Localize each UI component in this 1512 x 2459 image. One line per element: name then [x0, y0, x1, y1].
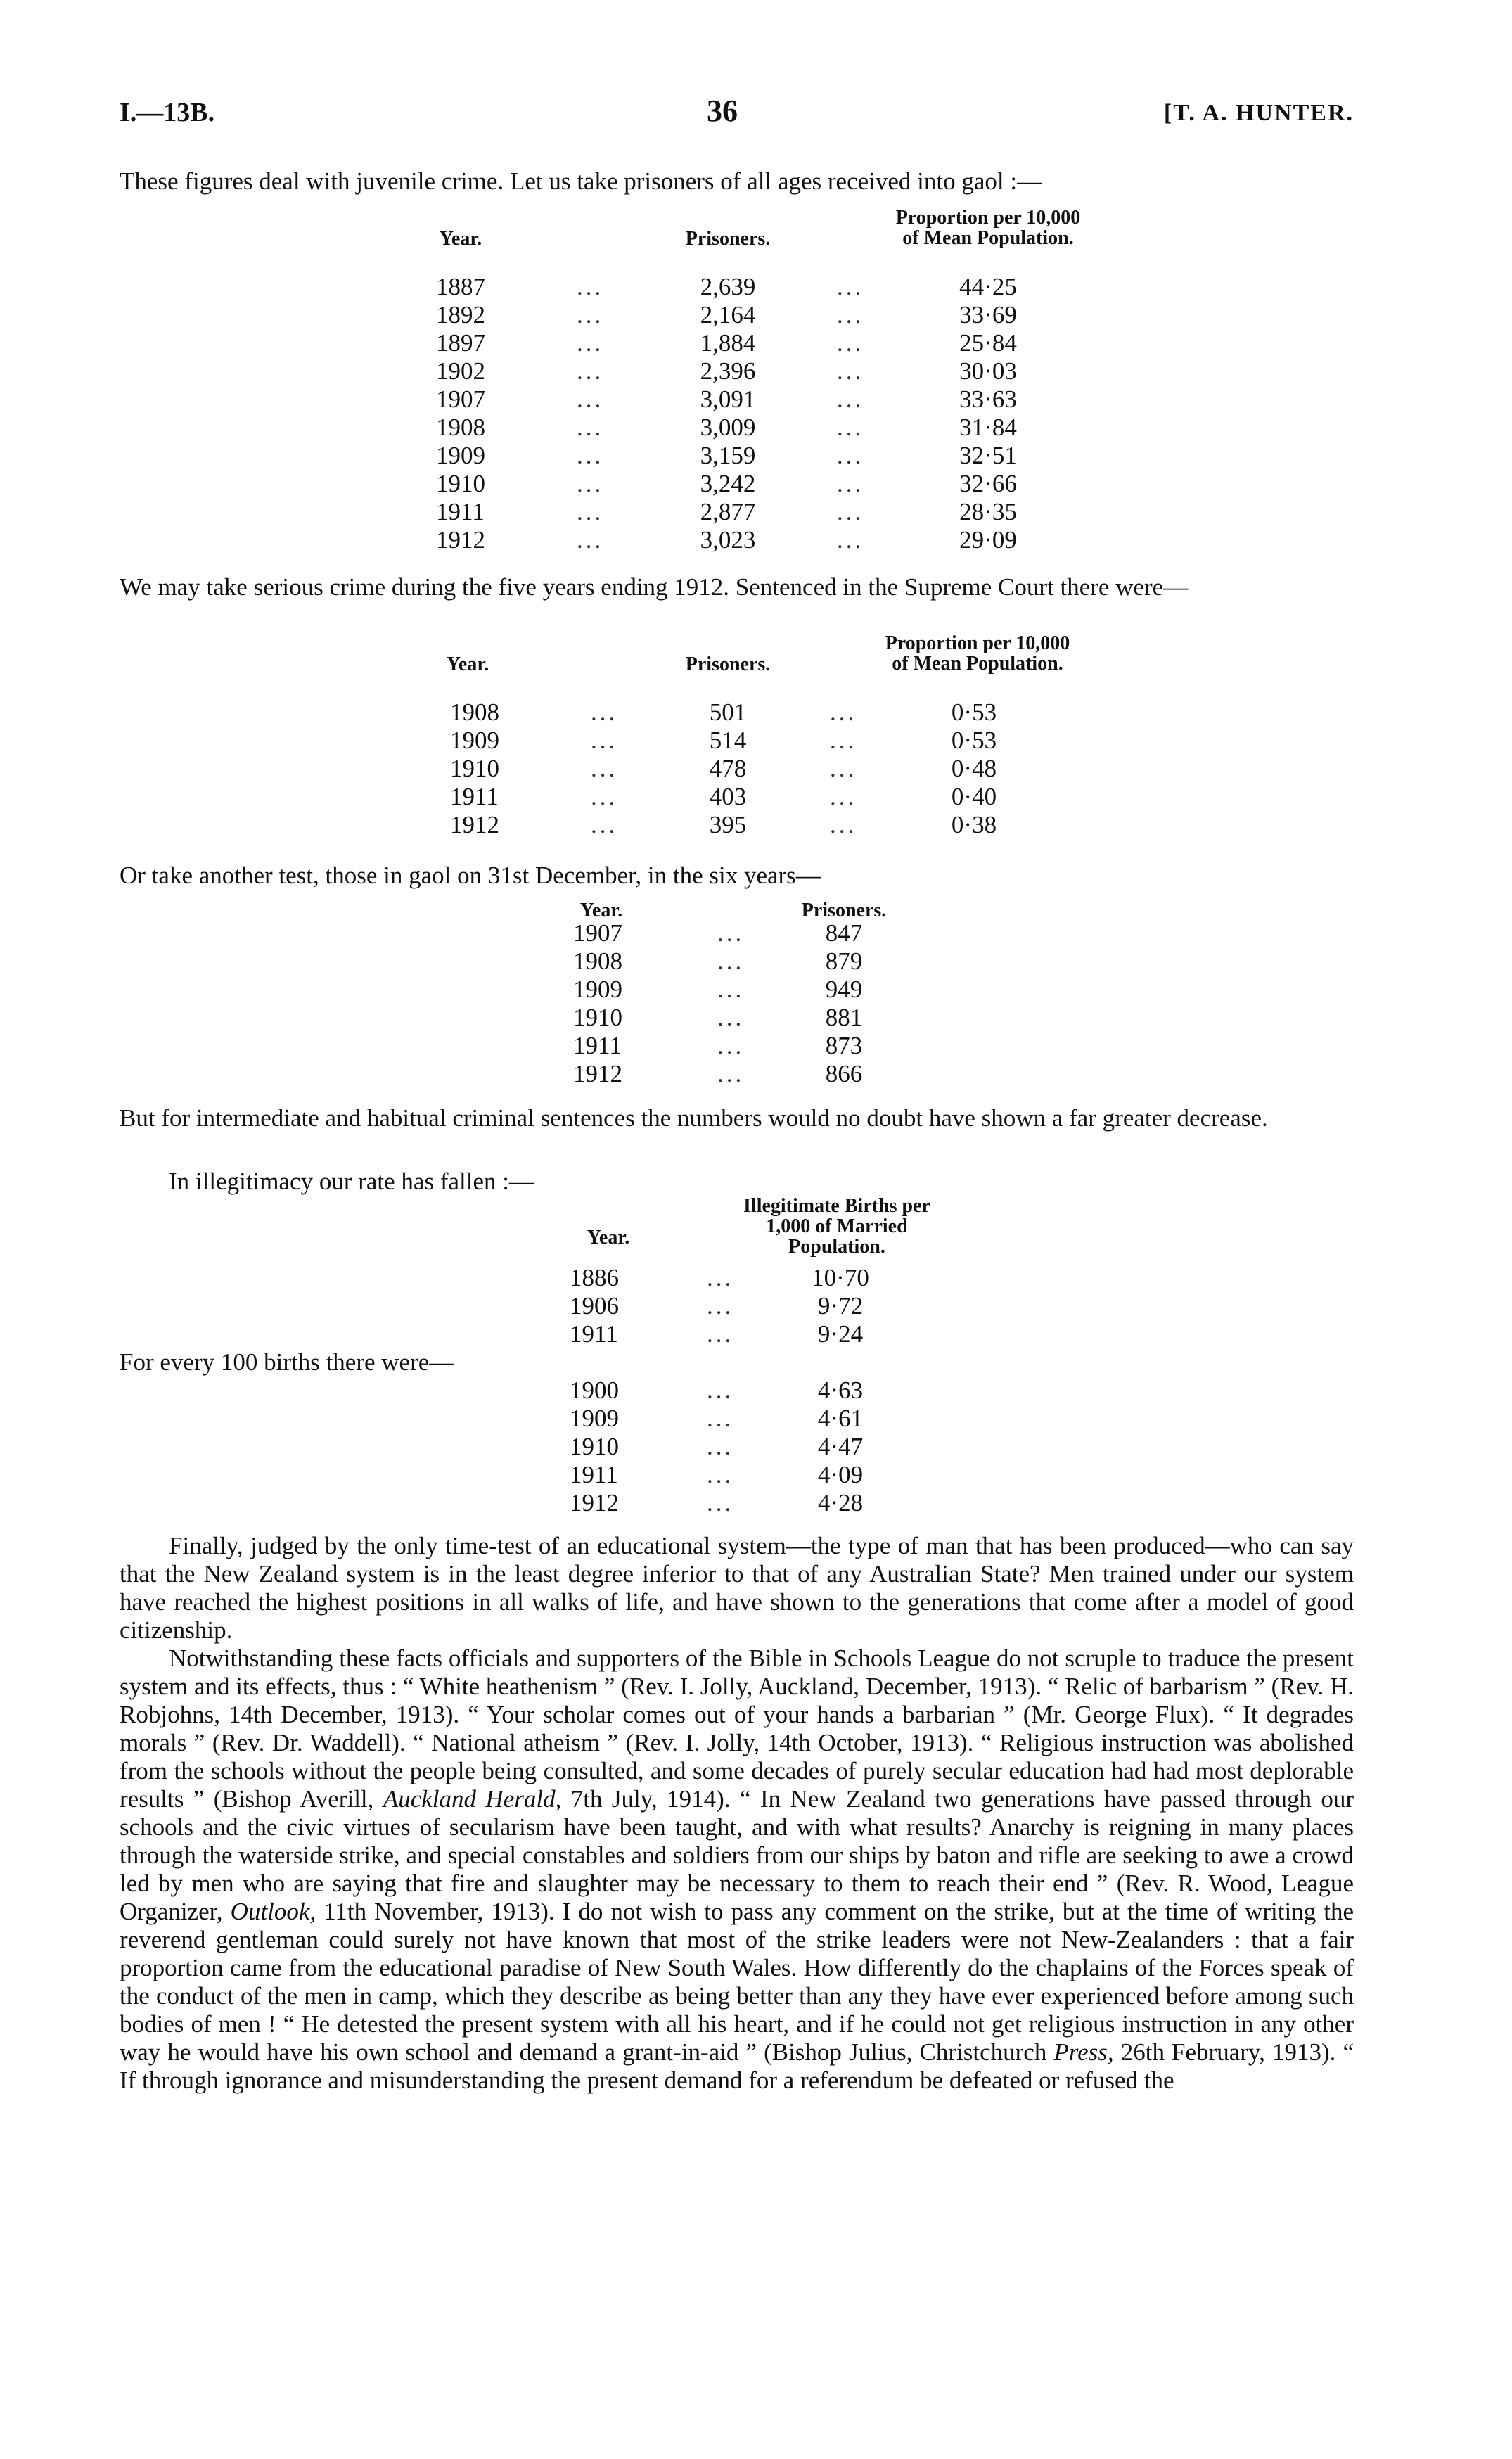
intro-juvenile: These figures deal with juvenile crime. Let us take prisoners of all ages received into gaol :—: [120, 167, 1042, 195]
table4-col-rate: Illegitimate Births per 1,000 of Married Population.: [743, 1195, 930, 1258]
leader-dots: ...: [717, 919, 745, 947]
leader-dots: ...: [591, 727, 618, 754]
paper-reference: I.—13B.: [120, 98, 215, 127]
table3-col-year: Year.: [579, 900, 623, 921]
leader-dots: ...: [577, 385, 604, 413]
intro-births: For every 100 births there were—: [120, 1348, 454, 1376]
table3-col-prisoners: Prisoners.: [801, 900, 887, 921]
proportion-cell: 0·38: [951, 811, 997, 838]
year-cell: 1908: [573, 947, 622, 975]
year-cell: 1911: [573, 1032, 622, 1059]
year-cell: 1909: [450, 727, 499, 754]
year-cell: 1886: [570, 1264, 619, 1291]
rate-cell: 9·72: [817, 1292, 864, 1320]
outlook: Outlook,: [230, 1898, 316, 1925]
year-cell: 1910: [436, 470, 485, 497]
leader-dots: ...: [837, 273, 864, 300]
proportion-cell: 0·53: [951, 727, 997, 754]
year-cell: 1909: [436, 442, 485, 469]
rate-cell: 4·28: [817, 1489, 864, 1516]
leader-dots: ...: [837, 470, 864, 497]
leader-dots: ...: [577, 329, 604, 357]
leader-dots: ...: [591, 811, 618, 838]
prisoners-cell: 3,091: [700, 385, 756, 413]
leader-dots: ...: [717, 1060, 745, 1087]
leader-dots: ...: [577, 414, 604, 441]
press: Press,: [1053, 2038, 1114, 2066]
leader-dots: ...: [707, 1405, 734, 1432]
prisoners-cell: 3,023: [700, 526, 756, 554]
year-cell: 1911: [570, 1320, 618, 1348]
page-header: [120, 94, 1354, 139]
leader-dots: ...: [830, 698, 857, 726]
intro-serious-crime: We may take serious crime during the five years ending 1912. Sentenced in the Supreme Court there were—: [120, 573, 1189, 601]
year-cell: 1906: [570, 1292, 619, 1320]
proportion-cell: 0·53: [951, 698, 997, 726]
rate-cell: 4·09: [817, 1461, 864, 1488]
leader-dots: ...: [577, 526, 604, 554]
leader-dots: ...: [837, 526, 864, 554]
leader-dots: ...: [707, 1292, 734, 1320]
leader-dots: ...: [577, 498, 604, 525]
prisoners-cell: 881: [825, 1004, 863, 1031]
prisoners-cell: 3,159: [700, 442, 756, 469]
proportion-cell: 32·51: [959, 442, 1017, 469]
prisoners-cell: 3,242: [700, 470, 756, 497]
leader-dots: ...: [830, 727, 857, 754]
proportion-cell: 31·84: [959, 414, 1017, 441]
year-cell: 1911: [450, 783, 499, 810]
page-number: 36: [707, 94, 738, 128]
table1-col-prisoners: Prisoners.: [685, 228, 771, 250]
leader-dots: ...: [830, 783, 857, 810]
leader-dots: ...: [837, 301, 864, 328]
intro-gaol-december: Or take another test, those in gaol on 31st December, in the six years—: [120, 862, 821, 889]
year-cell: 1909: [570, 1405, 619, 1432]
prisoners-cell: 514: [709, 727, 747, 754]
prisoners-cell: 873: [825, 1032, 863, 1059]
year-cell: 1912: [573, 1060, 622, 1087]
leader-dots: ...: [707, 1489, 734, 1516]
prisoners-cell: 2,396: [700, 357, 756, 385]
year-cell: 1911: [570, 1461, 618, 1488]
leader-dots: ...: [717, 976, 745, 1003]
table2-col-prisoners: Prisoners.: [685, 653, 771, 675]
para-text-1: Notwithstanding these facts officials and supporters of the Bible in Schools League do not scruple to traduce the present system and its effects, thus : “ White heathenism ” (Rev. I. Jolly, Auckland, December, 1913). “ Relic of barbarism ” (Rev. H. Robjohns, 14th December, 1913). “ Your scholar comes out of your hands a barbarian ” (Mr. George Flux). “ It degrades morals ” (Rev. Dr. Waddell). “ National atheism ” (Rev. I. Jolly, 14th October, 1913). “ Religious instruction was abolished from the schools without the people being consulted, and some decades of purely secular education had had most deplorable results ” (Bishop Averill,: [120, 1644, 1354, 1813]
leader-dots: ...: [837, 329, 864, 357]
para-text-4: 26th February, 1913). “ If through ignorance and misunderstanding the present demand for a referendum be defeated or refused the: [120, 2038, 1354, 2094]
year-cell: 1908: [450, 698, 499, 726]
year-cell: 1912: [436, 526, 485, 554]
rate-cell: 4·47: [817, 1433, 864, 1460]
leader-dots: ...: [591, 755, 618, 782]
leader-dots: ...: [830, 811, 857, 838]
proportion-cell: 44·25: [959, 273, 1017, 300]
prisoners-cell: 3,009: [700, 414, 756, 441]
table4-col-year: Year.: [587, 1227, 630, 1248]
leader-dots: ...: [577, 470, 604, 497]
leader-dots: ...: [837, 498, 864, 525]
leader-dots: ...: [707, 1377, 734, 1404]
auckland-herald: Auckland Herald,: [383, 1785, 562, 1813]
table2-col-proportion: Proportion per 10,000 of Mean Population.: [885, 632, 1070, 675]
rate-cell: 9·24: [817, 1320, 864, 1348]
leader-dots: ...: [577, 273, 604, 300]
proportion-cell: 0·48: [951, 755, 997, 782]
leader-dots: ...: [577, 301, 604, 328]
leader-dots: ...: [717, 947, 745, 975]
leader-dots: ...: [837, 442, 864, 469]
leader-dots: ...: [591, 698, 618, 726]
leader-dots: ...: [577, 357, 604, 385]
para-text-3: 11th November, 1913). I do not wish to pass any comment on the strike, but at the time of writing the reverend gentleman could surely not have known that most of the strike leaders were not New-Zealanders : that a fair proportion came from the educational paradise of New South Wales. How differently do the chaplains of the Forces speak of the conduct of the men in camp, which they describe as being better than any they have ever experienced before among such bodies of men ! “ He detested the present system with all his heart, and if he could not get religious instruction in any other way he would have his own school and demand a grant-in-aid ” (Bishop Julius, Christchurch: [120, 1898, 1354, 2066]
year-cell: 1900: [570, 1377, 619, 1404]
table2-col-year: Year.: [446, 653, 489, 675]
year-cell: 1907: [573, 919, 622, 947]
leader-dots: ...: [830, 755, 857, 782]
proportion-cell: 28·35: [959, 498, 1017, 525]
year-cell: 1910: [570, 1433, 619, 1460]
para-intermediate: But for intermediate and habitual criminal sentences the numbers would no doubt have shown a far greater decrease.: [120, 1104, 1268, 1132]
para-text-2: 7th July, 1914). “ In New Zealand two generations have passed through our schools and the civic virtues of secularism have been taught, and with what results? Anarchy is reigning in many places through the waterside strike, and special constables and soldiers from our ships by baton and rifle are seeking to awe a crowd led by men who are saying that fire and slaughter may be necessary to them to reach their end ” (Rev. R. Wood, League Organizer,: [120, 1785, 1354, 1925]
year-cell: 1887: [436, 273, 485, 300]
leader-dots: ...: [707, 1461, 734, 1488]
proportion-cell: 30·03: [959, 357, 1017, 385]
proportion-cell: 33·63: [959, 385, 1017, 413]
rate-cell: 4·63: [817, 1377, 864, 1404]
prisoners-cell: 949: [825, 976, 863, 1003]
proportion-cell: 32·66: [959, 470, 1017, 497]
table1-col-year: Year.: [439, 228, 482, 250]
prisoners-cell: 847: [825, 919, 863, 947]
leader-dots: ...: [707, 1433, 734, 1460]
proportion-cell: 33·69: [959, 301, 1017, 328]
leader-dots: ...: [837, 414, 864, 441]
prisoners-cell: 866: [825, 1060, 863, 1087]
year-cell: 1909: [573, 976, 622, 1003]
leader-dots: ...: [837, 385, 864, 413]
year-cell: 1908: [436, 414, 485, 441]
year-cell: 1897: [436, 329, 485, 357]
leader-dots: ...: [707, 1264, 734, 1291]
para-notwithstanding: [120, 1644, 1354, 2095]
rate-cell: 10·70: [812, 1264, 869, 1291]
leader-dots: ...: [707, 1320, 734, 1348]
prisoners-cell: 2,877: [700, 498, 756, 525]
year-cell: 1911: [436, 498, 485, 525]
leader-dots: ...: [577, 442, 604, 469]
prisoners-cell: 2,164: [700, 301, 756, 328]
leader-dots: ...: [837, 357, 864, 385]
year-cell: 1892: [436, 301, 485, 328]
leader-dots: ...: [717, 1032, 745, 1059]
prisoners-cell: 501: [709, 698, 747, 726]
year-cell: 1910: [450, 755, 499, 782]
prisoners-cell: 403: [709, 783, 747, 810]
prisoners-cell: 2,639: [700, 273, 756, 300]
proportion-cell: 29·09: [959, 526, 1017, 554]
prisoners-cell: 395: [709, 811, 747, 838]
rate-cell: 4·61: [817, 1405, 864, 1432]
table1-col-proportion: Proportion per 10,000 of Mean Population.: [895, 207, 1081, 249]
year-cell: 1910: [573, 1004, 622, 1031]
prisoners-cell: 478: [709, 755, 747, 782]
author-name: [T. A. HUNTER.: [1163, 100, 1354, 126]
leader-dots: ...: [717, 1004, 745, 1031]
prisoners-cell: 879: [825, 947, 863, 975]
year-cell: 1912: [450, 811, 499, 838]
year-cell: 1912: [570, 1489, 619, 1516]
proportion-cell: 0·40: [951, 783, 997, 810]
year-cell: 1907: [436, 385, 485, 413]
prisoners-cell: 1,884: [700, 329, 756, 357]
proportion-cell: 25·84: [959, 329, 1017, 357]
para-finally: Finally, judged by the only time-test of an educational system—the type of man that has been produced—who can say that the New Zealand system is in the least degree inferior to that of any Australian State? Men trained under our system have reached the highest positions in all walks of life, and have shown to the generations that come after a model of good citizenship.: [120, 1532, 1354, 1644]
year-cell: 1902: [436, 357, 485, 385]
leader-dots: ...: [591, 783, 618, 810]
intro-illegitimacy: In illegitimacy our rate has fallen :—: [169, 1168, 534, 1195]
